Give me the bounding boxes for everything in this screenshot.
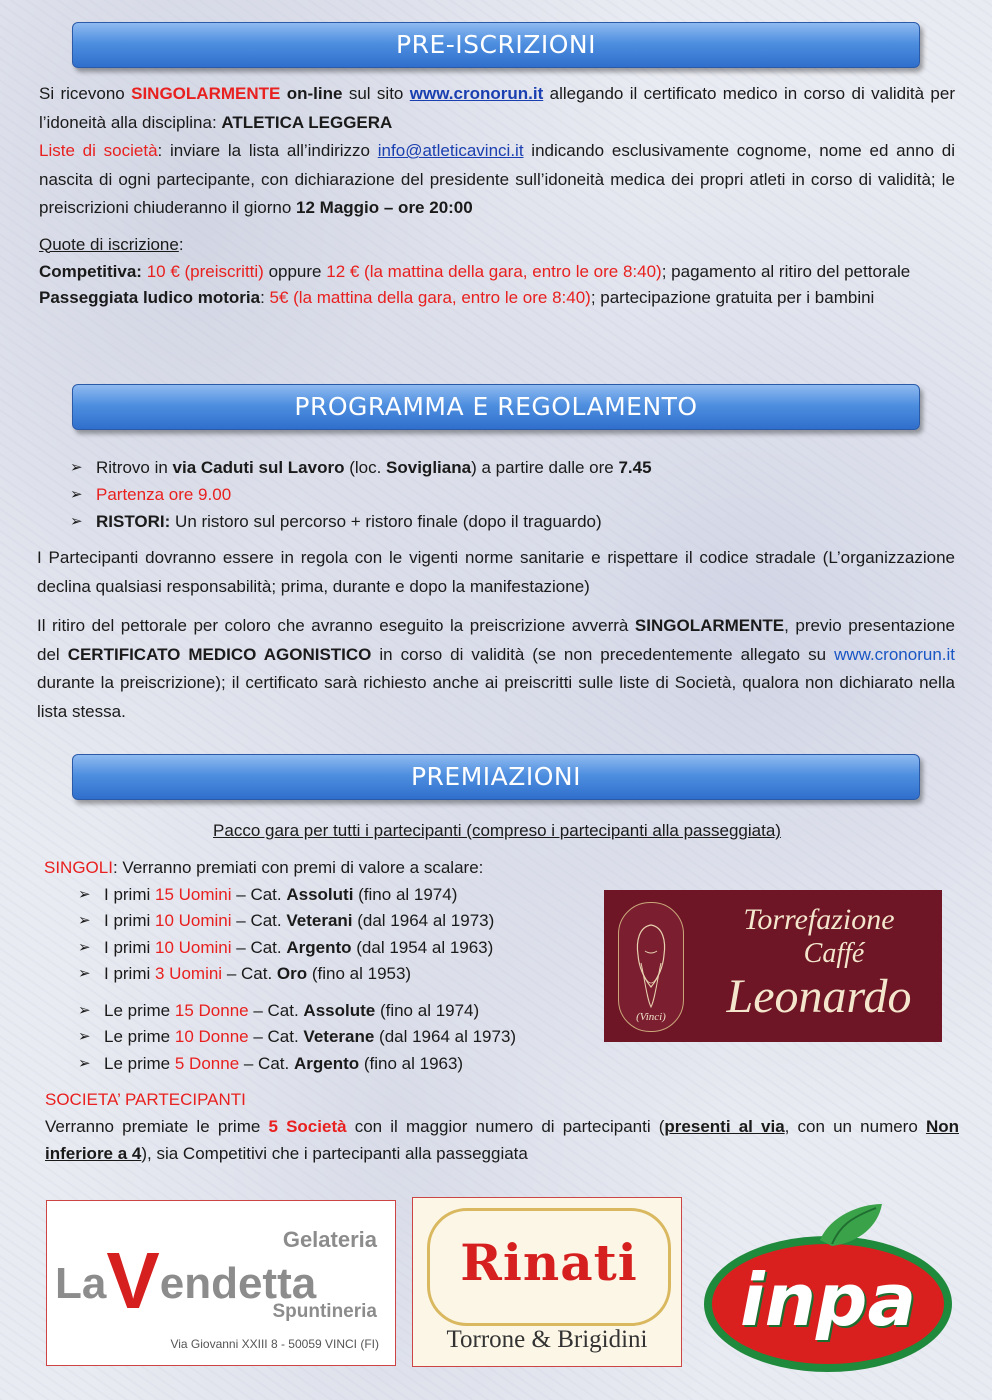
- email-link[interactable]: info@atleticavinci.it: [377, 141, 524, 160]
- text: :: [260, 288, 270, 307]
- text: Le prime: [104, 1027, 175, 1046]
- text: (dal 1964 al 1973): [352, 911, 495, 930]
- arrow-icon: ➢: [78, 1054, 91, 1072]
- text: (dal 1954 al 1963): [351, 937, 494, 957]
- text: – Cat.: [248, 1000, 304, 1020]
- preiscrizioni-text: [39, 80, 955, 311]
- rinati-name: Rinati: [460, 1233, 638, 1292]
- inpa-name: inpa: [739, 1258, 917, 1342]
- text: ; pagamento al ritiro del pettorale: [661, 262, 911, 281]
- text-category: Argento: [286, 937, 352, 957]
- text: con il maggior numero di partecipanti (: [346, 1117, 665, 1136]
- leonardo-vinci-text: (Vinci): [636, 1011, 666, 1023]
- text-category: Veterani: [286, 911, 353, 930]
- list-item: [78, 935, 604, 962]
- text: Verranno premiate le prime: [45, 1117, 269, 1136]
- vendetta-address: Via Giovanni XXIII 8 - 50059 VINCI (FI): [170, 1337, 379, 1351]
- text-category: Assolute: [303, 1000, 376, 1020]
- text-competitiva: Competitiva:: [39, 262, 142, 281]
- text: ) a partire dalle ore: [471, 458, 619, 477]
- arrow-icon: ➢: [78, 938, 91, 956]
- vendetta-v: V: [106, 1236, 160, 1325]
- pacco-gara: [39, 818, 955, 844]
- banner-preiscrizioni: PRE-ISCRIZIONI: [72, 22, 920, 68]
- arrow-icon: ➢: [78, 965, 91, 982]
- text-price-2: 12 € (la mattina della gara, entro le ore 8:40): [326, 262, 662, 281]
- text-count: 10 Donne: [174, 1027, 249, 1046]
- banner-programma: PROGRAMMA E REGOLAMENTO: [72, 384, 920, 430]
- text: (fino al 1974): [353, 884, 458, 904]
- text-category: Oro: [276, 964, 308, 983]
- cronorun-link[interactable]: www.cronorun.it: [834, 644, 955, 664]
- text-count: 15 Uomini: [155, 884, 232, 904]
- text: Le prime: [104, 1000, 175, 1020]
- text: SINGOLARMENTE: [634, 616, 785, 635]
- text: – Cat.: [239, 1053, 294, 1073]
- text-count: 3 Uomini: [155, 964, 223, 983]
- text: , previo presentazione del: [37, 616, 955, 664]
- text: sul sito: [342, 84, 410, 103]
- quote-heading: [39, 231, 955, 260]
- list-item: [78, 1051, 604, 1078]
- text: presenti al via: [664, 1117, 785, 1136]
- text: oppure: [263, 262, 327, 281]
- programma-list: [70, 454, 950, 535]
- text: durante la preiscrizione); il certificato sarà richiesto anche ai preiscritti sulle liste di Società, qualora non dichiarato nella lista stessa.: [37, 673, 955, 721]
- quote-title: Quote di iscrizione: [39, 234, 179, 254]
- text-passeggiata: Passeggiata ludico motoria: [39, 288, 261, 307]
- text: – Cat.: [231, 911, 287, 930]
- text: Si ricevono: [39, 84, 132, 103]
- cronorun-link[interactable]: www.cronorun.it: [409, 84, 544, 103]
- singoli-heading: [44, 855, 604, 882]
- text-singoli: SINGOLI: [44, 858, 113, 877]
- inpa-logo: [700, 1196, 956, 1376]
- programma-para-2: [37, 612, 955, 726]
- list-item: [78, 961, 604, 988]
- text-pacco-gara: Pacco gara per tutti i partecipanti (compreso i partecipanti alla passeggiata): [213, 821, 781, 840]
- text-price-3: 5€ (la mattina della gara, entro le ore 8:40): [269, 288, 591, 307]
- text: 7.45: [618, 458, 652, 477]
- women-list: [78, 998, 604, 1078]
- text: I primi: [104, 884, 155, 904]
- list-item: [70, 508, 950, 535]
- preiscrizioni-para-online: [39, 80, 955, 137]
- text: I primi: [104, 937, 155, 957]
- leonardo-wordmark: [704, 902, 934, 1024]
- text: CERTIFICATO MEDICO AGONISTICO: [67, 644, 372, 664]
- text: 5 Società: [268, 1117, 347, 1136]
- preiscrizioni-para-liste: [39, 137, 955, 223]
- leonardo-logo: [604, 890, 942, 1042]
- societa-section: [45, 1087, 959, 1167]
- text-singolarmente: SINGOLARMENTE: [131, 84, 281, 103]
- text-societa-partecipanti: SOCIETA’ PARTECIPANTI: [45, 1090, 246, 1109]
- text: Un ristoro sul percorso + ristoro finale (dopo il traguardo): [170, 512, 602, 531]
- text: – Cat.: [231, 937, 287, 957]
- text-atletica-leggera: ATLETICA LEGGERA: [221, 112, 393, 132]
- rinati-frame: [427, 1208, 671, 1326]
- text: allegando il certificato medico in corso di validità per l’idoneità alla disciplina:: [39, 84, 955, 132]
- quote-competitiva: [39, 259, 955, 285]
- list-item: [70, 454, 950, 481]
- list-item: [70, 481, 950, 508]
- text-partenza: Partenza ore 9.00: [96, 485, 232, 504]
- text-count: 10 Uomini: [155, 937, 232, 957]
- societa-para: [45, 1113, 959, 1167]
- text-category: Assoluti: [286, 884, 354, 904]
- arrow-icon: ➢: [70, 513, 83, 530]
- text-count: 10 Uomini: [155, 911, 232, 930]
- men-list: [78, 882, 604, 988]
- text: Il ritiro del pettorale per coloro che avranno eseguito la preiscrizione avverrà: [37, 616, 635, 635]
- leonardo-line3: Leonardo: [726, 970, 912, 1023]
- arrow-icon: ➢: [78, 912, 91, 929]
- text: :: [178, 234, 184, 254]
- banner-premiazioni: PREMIAZIONI: [72, 754, 920, 800]
- arrow-icon: ➢: [70, 459, 83, 476]
- text: RISTORI:: [96, 512, 171, 531]
- text-online: on-line: [280, 84, 343, 103]
- text: Ritrovo in: [96, 458, 173, 477]
- arrow-icon: ➢: [78, 885, 91, 903]
- text-count: 15 Donne: [174, 1000, 249, 1020]
- leonardo-line2: Caffé: [803, 938, 865, 969]
- text: (fino al 1963): [359, 1053, 464, 1073]
- text: ), sia Competitivi che i partecipanti alla passeggiata: [141, 1144, 528, 1163]
- text: (loc.: [344, 458, 387, 477]
- leonardo-line1: Torrefazione: [743, 903, 895, 936]
- text: indicando esclusivamente cognome, nome ed anno di nascita di ogni partecipante, con dichiarazione del presidente sull’idoneità medica dei propri atleti in corso di validità; le preiscrizioni chiuderanno il giorno: [39, 141, 955, 217]
- arrow-icon: ➢: [78, 1028, 91, 1045]
- text-category: Veterane: [303, 1027, 375, 1046]
- text-deadline: 12 Maggio – ore 20:00: [296, 198, 473, 217]
- rinati-logo: [412, 1197, 682, 1367]
- programma-para-1: [37, 544, 955, 601]
- text: : Verranno premiati con premi di valore a scalare:: [112, 858, 484, 877]
- text: I Partecipanti dovranno essere in regola con le vigenti norme sanitarie e rispettare il codice stradale (L’organizzazione declina qualsiasi responsabilità; prima, durante e dopo la manifestazione): [37, 548, 955, 596]
- text-liste-societa: Liste di società: [39, 141, 158, 160]
- arrow-icon: ➢: [70, 486, 83, 503]
- text: : inviare la lista all’indirizzo: [157, 141, 378, 160]
- text: in corso di validità (se non precedentemente allegato su: [371, 644, 835, 664]
- text: – Cat.: [222, 964, 277, 983]
- vendetta-la: La: [55, 1259, 107, 1308]
- text: , con un numero: [784, 1117, 926, 1136]
- rinati-subtitle: Torrone & Brigidini: [446, 1326, 648, 1353]
- text: (fino al 1953): [307, 964, 412, 983]
- text: (fino al 1974): [375, 1000, 480, 1020]
- arrow-icon: ➢: [78, 1001, 91, 1019]
- list-item: [78, 882, 604, 909]
- text: – Cat.: [248, 1027, 304, 1046]
- list-item: [78, 908, 604, 935]
- text-count: 5 Donne: [174, 1053, 240, 1073]
- text: I primi: [104, 964, 155, 983]
- quote-passeggiata: [39, 285, 955, 311]
- coffee-bean-icon: [618, 902, 684, 1032]
- vendetta-gelateria: Gelateria: [282, 1227, 377, 1252]
- text: Sovigliana: [386, 458, 472, 477]
- text-category: Argento: [293, 1053, 360, 1073]
- vendetta-logo: [46, 1200, 396, 1366]
- vendetta-name: endetta: [159, 1259, 317, 1308]
- text: ; partecipazione gratuita per i bambini: [590, 288, 875, 307]
- singoli-section: [44, 855, 604, 1077]
- vendetta-spuntineria: Spuntineria: [272, 1301, 377, 1322]
- text: – Cat.: [231, 884, 287, 904]
- text-price-1: 10 € (preiscritti): [141, 262, 264, 281]
- text: (dal 1964 al 1973): [374, 1027, 517, 1046]
- text: via Caduti sul Lavoro: [172, 458, 345, 477]
- text: Non inferiore a 4: [45, 1117, 959, 1163]
- text: I primi: [104, 911, 155, 930]
- list-item: [78, 1024, 604, 1051]
- text: Le prime: [104, 1053, 175, 1073]
- list-item: [78, 998, 604, 1025]
